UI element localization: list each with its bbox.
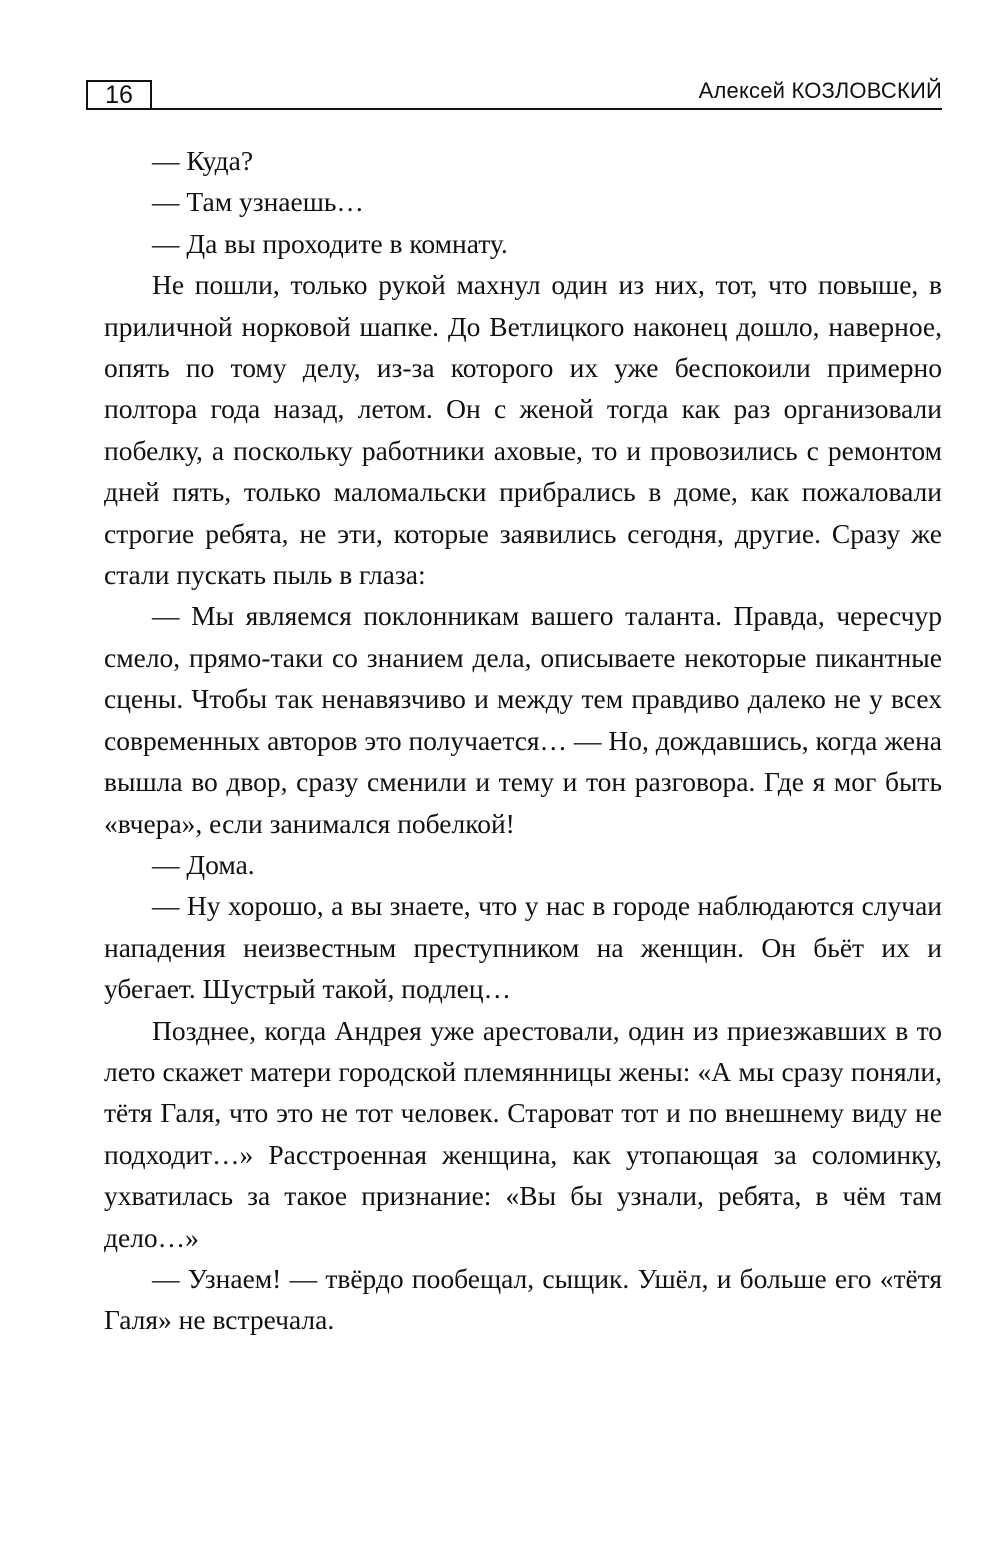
page-number: 16 — [86, 80, 152, 110]
page-header — [86, 76, 942, 114]
page-body — [104, 140, 942, 1341]
paragraph: — Куда? — [152, 145, 254, 176]
paragraph: Позднее, когда Андрея уже арестовали, один из приезжавших в то лето скажет матери городской племянницы жены: «А мы сразу поняли, тётя Галя, что это не тот человек. Староват тот и по внешнему виду не подходит…» Расстроенная женщина, как утопающая за соломинку, ухватилась за такое признание: «Вы бы узнали, ребята, в чём там дело…» — [104, 1014, 942, 1253]
paragraph: Не пошли, только рукой махнул один из них, тот, что повыше, в приличной норковой шапке. До Ветлицкого наконец дошло, наверное, опять по тому делу, из-за которого их уже беспокоили примерно полтора года назад, летом. Он с женой тогда как раз организовали побелку, а поскольку работники аховые, то и провозились с ремонтом дней пять, только маломальски прибрались в доме, как пожаловали строгие ребята, не эти, которые заявились сегодня, другие. Сразу же стали пускать пыль в глаза: — [104, 269, 942, 591]
running-head: Алексей КОЗЛОВСКИЙ — [698, 78, 942, 103]
header-rule — [152, 108, 942, 110]
paragraph: — Там узнаешь… — [152, 186, 364, 218]
paragraph: — Дома. — [152, 848, 255, 880]
paragraph: — Узнаем! — твёрдо пообещал, сыщик. Ушёл, и больше его «тётя Галя» не встречала. — [104, 1262, 942, 1336]
paragraph: — Да вы проходите в комнату. — [152, 227, 508, 259]
paragraph: — Ну хорошо, а вы знаете, что у нас в городе наблюдаются случаи нападения неизвестным преступником на женщин. Он бьёт их и убегает. Шустрый такой, подлец… — [104, 890, 942, 1005]
paragraph: — Мы являемся поклонникам вашего таланта. Правда, чересчур смело, прямо-таки со знанием дела, описываете некоторые пикантные сцены. Чтобы так ненавязчиво и между тем правдиво далеко не у всех современных авторов это получается… — Но, дождавшись, когда жена вышла во двор, сразу сменили и тему и тон разговора. Где я мог быть «вчера», если занимался побелкой! — [104, 600, 942, 839]
